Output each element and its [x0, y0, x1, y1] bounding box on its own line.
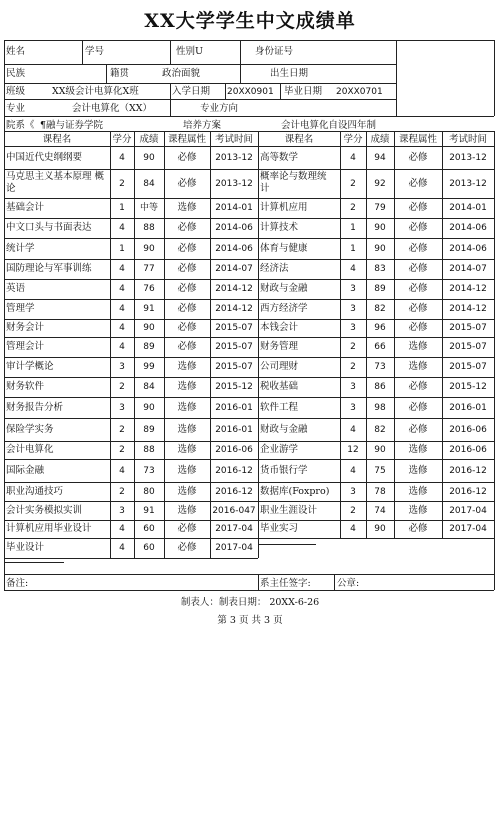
course-name: 公司理财 — [260, 361, 299, 372]
type-cell: 选修 — [177, 464, 197, 476]
score-cell: 中等 — [139, 203, 158, 213]
graduation-value: 20XX0701 — [336, 87, 383, 97]
date-cell: 2014-06 — [215, 223, 253, 233]
birth-date-label: 出生日期 — [270, 68, 309, 79]
native-place-label: 籍贯 — [110, 68, 130, 79]
score-cell: 90 — [143, 402, 155, 413]
score-cell: 89 — [143, 342, 155, 352]
date-cell: 2015-07 — [215, 323, 253, 333]
footer-preparer: 制表人：制表日期： 20XX-6-26 — [180, 597, 320, 608]
credit-cell: 1 — [350, 243, 356, 254]
course-name: 财务软件 — [6, 381, 45, 392]
date-cell: 2017-04 — [449, 505, 487, 516]
left-header-3: 课程属性 — [167, 134, 206, 145]
course-name: 软件工程 — [260, 401, 299, 413]
course-name: 数据库(Foxpro) — [260, 485, 330, 497]
table-rule — [4, 377, 494, 378]
credit-cell: 2 — [119, 178, 125, 189]
course-name: 英语 — [6, 283, 26, 294]
gender-label: 性别U — [176, 46, 204, 57]
score-cell: 96 — [374, 323, 386, 333]
course-name: 管理会计 — [6, 341, 45, 352]
score-cell: 88 — [143, 445, 155, 455]
score-cell: 79 — [374, 203, 386, 213]
table-rule — [106, 64, 107, 83]
credit-cell: 4 — [119, 524, 125, 534]
date-cell: 2015-07 — [449, 323, 487, 333]
type-cell: 选修 — [177, 504, 197, 516]
table-rule — [396, 40, 494, 41]
score-cell: 90 — [374, 223, 386, 233]
left-header-0: 课程名 — [42, 134, 72, 145]
course-name: 会计电算化 — [6, 444, 54, 455]
date-cell: 2014-07 — [215, 264, 253, 274]
seal-label: 公章: — [337, 578, 360, 589]
date-cell: 2014-12 — [215, 304, 253, 314]
score-cell: 90 — [374, 243, 386, 254]
credit-cell: 3 — [350, 284, 356, 294]
table-rule — [4, 238, 494, 239]
direction-label: 专业方向 — [200, 103, 239, 114]
type-cell: 必修 — [177, 242, 197, 254]
course-name: 概率论与数理统 计 — [260, 171, 327, 194]
credit-cell: 4 — [119, 264, 125, 274]
type-cell: 必修 — [177, 222, 197, 233]
date-cell: 2016-01 — [215, 402, 253, 413]
type-cell: 选修 — [177, 401, 197, 413]
date-cell: 2015-07 — [215, 362, 253, 372]
table-rule — [170, 40, 171, 64]
table-rule — [258, 131, 259, 558]
credit-cell: 1 — [350, 223, 356, 233]
type-cell: 必修 — [408, 401, 428, 413]
date-cell: 2014-12 — [449, 284, 487, 294]
course-name: 基础会计 — [6, 202, 45, 213]
table-rule — [258, 544, 316, 545]
course-name: 西方经济学 — [260, 303, 308, 314]
score-cell: 86 — [374, 382, 386, 392]
type-cell: 必修 — [177, 177, 197, 189]
type-cell: 选修 — [177, 423, 197, 435]
credit-cell: 4 — [119, 284, 125, 294]
date-cell: 2015-12 — [449, 382, 487, 392]
course-name: 职业生涯设计 — [260, 504, 318, 516]
score-cell: 91 — [143, 505, 155, 516]
credit-cell: 2 — [350, 362, 356, 372]
class-value: XX级会计电算化X班 — [52, 86, 139, 97]
course-name: 职业沟通技巧 — [6, 485, 64, 497]
type-cell: 选修 — [408, 341, 428, 352]
date-cell: 2016-01 — [215, 424, 253, 435]
table-rule — [4, 482, 494, 483]
date-cell: 2016-12 — [215, 486, 253, 497]
table-rule — [4, 319, 494, 320]
table-rule — [442, 131, 443, 539]
type-cell: 选修 — [177, 202, 197, 213]
credit-cell: 12 — [347, 445, 359, 455]
table-rule — [4, 146, 494, 147]
left-header-2: 成绩 — [139, 134, 159, 145]
type-cell: 选修 — [177, 361, 197, 372]
type-cell: 必修 — [408, 283, 428, 294]
score-cell: 88 — [143, 223, 155, 233]
table-rule — [4, 299, 494, 300]
date-cell: 2014-12 — [449, 304, 487, 314]
credit-cell: 3 — [119, 362, 125, 372]
type-cell: 必修 — [177, 341, 197, 352]
major-value: 会计电算化（XX） — [72, 103, 153, 114]
score-cell: 82 — [374, 304, 386, 314]
course-name: 马克思主义基本原理 概论 — [6, 171, 105, 194]
type-cell: 选修 — [177, 381, 197, 392]
table-rule — [494, 40, 495, 116]
credit-cell: 2 — [350, 342, 356, 352]
table-rule — [4, 562, 64, 563]
course-name: 会计实务模拟实训 — [6, 504, 83, 516]
score-cell: 77 — [143, 264, 155, 274]
course-name: 计算机应用 — [260, 202, 308, 213]
type-cell: 必修 — [177, 303, 197, 314]
page-title: XX大学学生中文成绩单 — [144, 10, 356, 32]
credit-cell: 4 — [119, 543, 125, 553]
date-cell: 2016-06 — [215, 445, 253, 455]
type-cell: 必修 — [177, 542, 197, 553]
credit-cell: 3 — [119, 402, 125, 413]
right-header-2: 成绩 — [370, 134, 390, 145]
score-cell: 90 — [143, 323, 155, 333]
course-name: 高等数学 — [260, 151, 299, 163]
course-name: 财政与金融 — [260, 423, 308, 435]
director-signature-label: 系主任签字: — [260, 578, 311, 589]
right-header-4: 考试时间 — [448, 134, 487, 145]
course-name: 管理学 — [6, 303, 35, 314]
course-name: 体育与健康 — [260, 242, 308, 254]
political-status-label: 政治面貌 — [162, 68, 201, 79]
table-rule — [4, 131, 494, 132]
credit-cell: 2 — [119, 382, 125, 392]
admission-label: 入学日期 — [172, 86, 211, 97]
date-cell: 2014-06 — [449, 243, 487, 254]
date-cell: 2017-04 — [449, 524, 487, 534]
date-cell: 2016-12 — [449, 486, 487, 497]
table-rule — [4, 397, 494, 398]
table-rule — [4, 418, 494, 419]
credit-cell: 3 — [350, 382, 356, 392]
course-name: 国际金融 — [6, 464, 45, 476]
score-cell: 92 — [374, 178, 386, 189]
date-cell: 2014-07 — [449, 264, 487, 274]
type-cell: 必修 — [408, 202, 428, 213]
table-rule — [170, 99, 171, 116]
date-cell: 2014-06 — [449, 223, 487, 233]
course-name: 审计学概论 — [6, 361, 54, 372]
course-name: 财务报告分析 — [6, 401, 64, 413]
credit-cell: 4 — [350, 424, 356, 435]
date-cell: 2017-04 — [215, 524, 253, 534]
credit-cell: 3 — [119, 505, 125, 516]
table-rule — [4, 259, 494, 260]
date-cell: 2014-06 — [215, 243, 253, 254]
student-id-label: 学号 — [85, 46, 105, 57]
table-rule — [4, 64, 396, 65]
date-cell: 2016-12 — [449, 465, 487, 476]
score-cell: 82 — [374, 424, 386, 435]
table-rule — [4, 279, 494, 280]
plan-value: 会计电算化自设四年制 — [281, 120, 377, 131]
score-cell: 89 — [374, 284, 386, 294]
score-cell: 90 — [143, 243, 155, 254]
course-name: 计算机应用毕业设计 — [6, 523, 92, 534]
admission-value: 20XX0901 — [227, 87, 274, 97]
date-cell: 2015-07 — [449, 342, 487, 352]
credit-cell: 4 — [119, 223, 125, 233]
table-rule — [4, 116, 494, 117]
score-cell: 73 — [374, 362, 386, 372]
table-rule — [366, 131, 367, 539]
score-cell: 89 — [143, 424, 155, 435]
table-rule — [4, 459, 494, 460]
table-rule — [170, 83, 171, 99]
plan-label: 培养方案 — [183, 120, 222, 131]
date-cell: 2016-06 — [449, 445, 487, 455]
date-cell: 2017-04 — [215, 543, 253, 553]
name-label: 姓名 — [6, 46, 26, 57]
table-rule — [4, 169, 494, 170]
credit-cell: 4 — [119, 323, 125, 333]
type-cell: 必修 — [408, 381, 428, 392]
type-cell: 选修 — [408, 361, 428, 372]
class-label: 班级 — [6, 86, 26, 97]
credit-cell: 4 — [119, 304, 125, 314]
date-cell: 2014-12 — [215, 284, 253, 294]
table-rule — [4, 357, 494, 358]
date-cell: 2013-12 — [215, 152, 253, 163]
type-cell: 必修 — [408, 222, 428, 233]
credit-cell: 2 — [350, 505, 356, 516]
type-cell: 选修 — [177, 485, 197, 497]
type-cell: 必修 — [177, 322, 197, 333]
score-cell: 76 — [143, 284, 155, 294]
graduation-label: 毕业日期 — [284, 86, 323, 97]
department-value: ¶融与证券学院 — [40, 120, 104, 131]
type-cell: 必修 — [177, 283, 197, 294]
id-card-label: 身份证号 — [255, 46, 294, 57]
type-cell: 必修 — [408, 177, 428, 189]
type-cell: 必修 — [408, 423, 428, 435]
credit-cell: 1 — [119, 243, 125, 254]
credit-cell: 4 — [350, 152, 356, 163]
table-rule — [334, 574, 335, 590]
credit-cell: 3 — [350, 486, 356, 497]
type-cell: 必修 — [177, 523, 197, 534]
course-name: 国防理论与军事训练 — [6, 263, 92, 274]
course-name: 财务会计 — [6, 322, 45, 333]
score-cell: 66 — [374, 342, 386, 352]
score-cell: 83 — [374, 264, 386, 274]
score-cell: 90 — [374, 524, 386, 534]
date-cell: 2015-07 — [215, 342, 253, 352]
course-name: 统计学 — [6, 242, 35, 254]
date-cell: 2013-12 — [215, 178, 253, 189]
type-cell: 选修 — [408, 464, 428, 476]
department-label: 院系《 — [6, 120, 35, 131]
course-name: 财务管理 — [260, 341, 299, 352]
type-cell: 必修 — [177, 151, 197, 163]
credit-cell: 2 — [350, 178, 356, 189]
credit-cell: 4 — [350, 465, 356, 476]
table-rule — [4, 198, 494, 199]
credit-cell: 4 — [119, 342, 125, 352]
score-cell: 73 — [143, 465, 155, 476]
credit-cell: 2 — [119, 486, 125, 497]
date-cell: 2016-01 — [449, 402, 487, 413]
table-rule — [494, 131, 495, 590]
table-rule — [258, 574, 259, 590]
table-rule — [4, 501, 494, 502]
table-rule — [4, 218, 494, 219]
table-rule — [4, 40, 396, 41]
type-cell: 必修 — [408, 151, 428, 163]
course-name: 财政与金融 — [260, 283, 308, 294]
credit-cell: 1 — [119, 203, 125, 213]
credit-cell: 2 — [119, 445, 125, 455]
table-rule — [4, 40, 5, 590]
course-name: 中文口头与书面表达 — [6, 222, 92, 233]
left-header-1: 学分 — [112, 134, 132, 145]
score-cell: 80 — [143, 486, 155, 497]
table-rule — [4, 337, 494, 338]
major-label: 专业 — [6, 103, 26, 114]
type-cell: 必修 — [408, 242, 428, 254]
date-cell: 2015-12 — [215, 382, 253, 392]
type-cell: 必修 — [408, 322, 428, 333]
score-cell: 60 — [143, 543, 155, 553]
table-rule — [240, 64, 241, 83]
date-cell: 2014-01 — [215, 203, 253, 213]
course-name: 计算技术 — [260, 222, 299, 233]
score-cell: 91 — [143, 304, 155, 314]
score-cell: 99 — [143, 362, 155, 372]
date-cell: 2015-07 — [449, 362, 487, 372]
table-rule — [4, 538, 494, 539]
table-rule — [4, 574, 494, 575]
type-cell: 必修 — [408, 263, 428, 274]
table-rule — [4, 441, 494, 442]
date-cell: 2014-01 — [449, 203, 487, 213]
type-cell: 选修 — [408, 504, 428, 516]
date-cell: 2016-06 — [449, 424, 487, 435]
credit-cell: 3 — [350, 402, 356, 413]
course-name: 税收基础 — [260, 381, 299, 392]
table-rule — [396, 40, 397, 116]
credit-cell: 4 — [350, 524, 356, 534]
date-cell: 2016-12 — [215, 465, 253, 476]
date-cell: 2013-12 — [449, 178, 487, 189]
score-cell: 90 — [374, 445, 386, 455]
credit-cell: 2 — [350, 203, 356, 213]
ethnicity-label: 民族 — [6, 68, 26, 79]
date-cell: 2013-12 — [449, 152, 487, 163]
credit-cell: 3 — [350, 323, 356, 333]
score-cell: 90 — [143, 152, 155, 163]
remarks-label: 备注: — [6, 578, 29, 589]
course-name: 货币银行学 — [260, 464, 308, 476]
table-rule — [394, 131, 395, 539]
score-cell: 98 — [374, 402, 386, 413]
footer-page-number: 第 3 页 共 3 页 — [217, 615, 283, 626]
score-cell: 94 — [374, 152, 386, 163]
credit-cell: 2 — [119, 424, 125, 435]
score-cell: 74 — [374, 505, 386, 516]
table-rule — [4, 83, 396, 84]
credit-cell: 3 — [350, 304, 356, 314]
course-name: 经济法 — [260, 263, 289, 274]
type-cell: 选修 — [177, 444, 197, 455]
date-cell: 2016-047 — [212, 505, 256, 516]
score-cell: 75 — [374, 465, 386, 476]
credit-cell: 4 — [350, 264, 356, 274]
score-cell: 78 — [374, 486, 386, 497]
table-rule — [82, 40, 83, 64]
course-name: 企业游学 — [260, 444, 299, 455]
course-name: 本钱会计 — [260, 322, 299, 333]
right-header-1: 学分 — [343, 134, 363, 145]
credit-cell: 4 — [119, 152, 125, 163]
credit-cell: 4 — [119, 465, 125, 476]
score-cell: 84 — [143, 382, 155, 392]
table-rule — [4, 520, 494, 521]
course-name: 中国近代史纲纲要 — [6, 151, 83, 163]
course-name: 保险学实务 — [6, 423, 54, 435]
course-name: 毕业设计 — [6, 542, 45, 553]
course-name: 毕业实习 — [260, 523, 299, 534]
table-rule — [4, 558, 258, 559]
score-cell: 84 — [143, 178, 155, 189]
type-cell: 选修 — [408, 485, 428, 497]
left-header-4: 考试时间 — [214, 134, 253, 145]
right-header-3: 课程属性 — [398, 134, 437, 145]
table-rule — [4, 99, 396, 100]
right-header-0: 课程名 — [284, 134, 314, 145]
type-cell: 选修 — [408, 444, 428, 455]
table-rule — [340, 131, 341, 539]
table-rule — [4, 590, 494, 591]
type-cell: 必修 — [408, 303, 428, 314]
score-cell: 60 — [143, 524, 155, 534]
type-cell: 必修 — [177, 263, 197, 274]
type-cell: 必修 — [408, 523, 428, 534]
table-rule — [240, 40, 241, 64]
